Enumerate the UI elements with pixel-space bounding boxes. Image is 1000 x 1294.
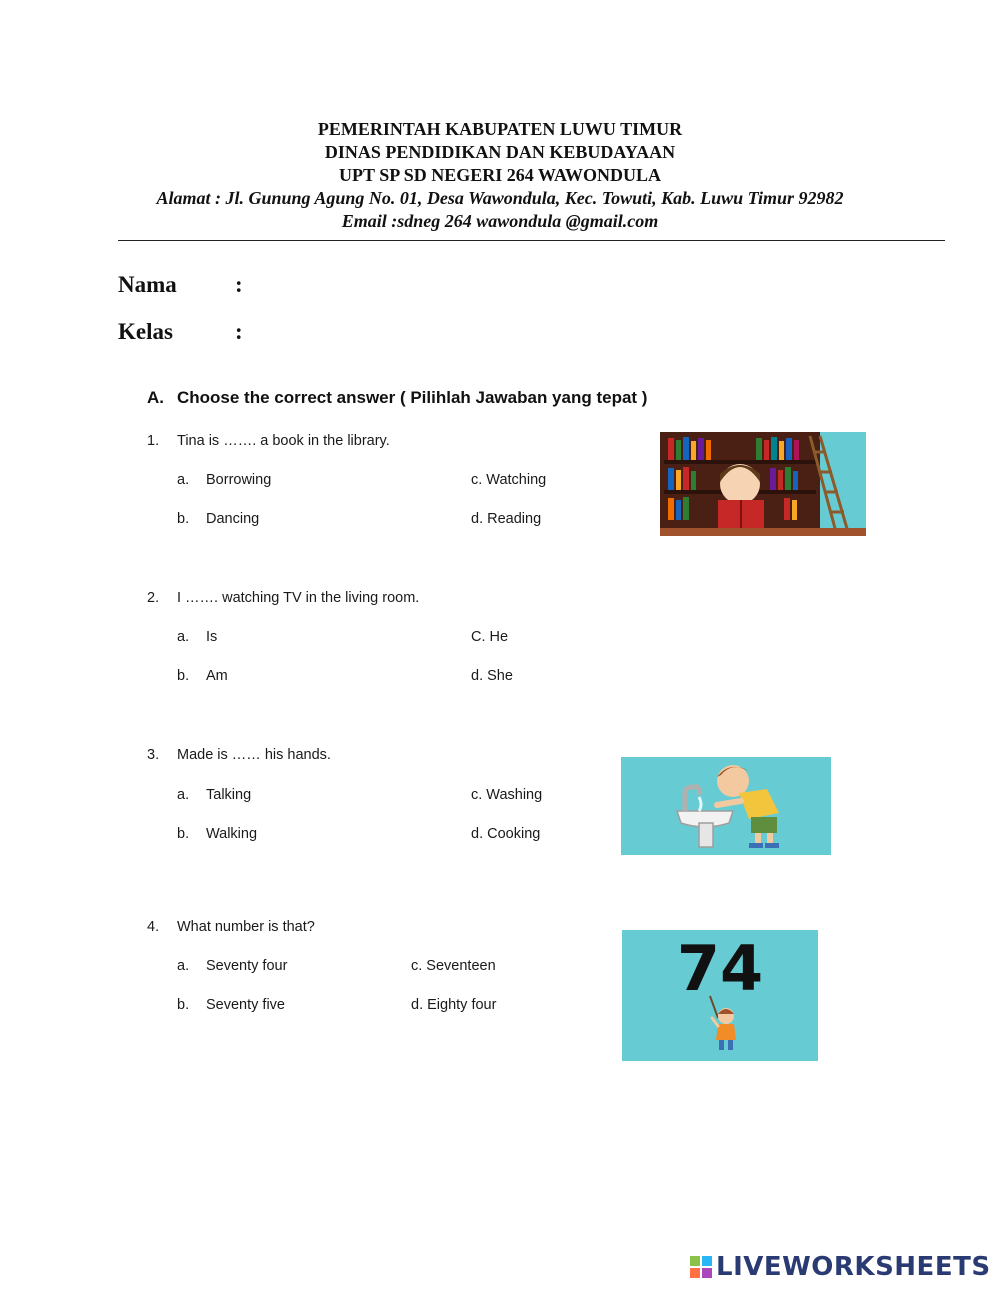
logo-blocks-icon xyxy=(690,1256,712,1278)
number-picture xyxy=(622,930,818,1061)
liveworksheets-logo[interactable] xyxy=(690,1252,991,1282)
option-c[interactable]: C. He xyxy=(471,629,509,645)
section-heading xyxy=(147,388,647,408)
logo-text: LIVEWORKSHEETS xyxy=(716,1252,991,1282)
option-letter: b. xyxy=(177,826,190,842)
picture-number: 74 xyxy=(676,932,764,1005)
letterhead-school: UPT SP SD NEGERI 264 WAWONDULA xyxy=(339,165,661,185)
class-colon: : xyxy=(235,319,243,344)
name-label: Nama xyxy=(118,272,177,297)
question-number: 3. xyxy=(147,747,160,763)
question-text: What number is that? xyxy=(177,919,315,935)
option-a[interactable]: Borrowing xyxy=(206,472,272,488)
letterhead-address: Alamat : Jl. Gunung Agung No. 01, Desa Wawondula, Kec. Towuti, Kab. Luwu Timur 92982 xyxy=(156,188,844,208)
boy-washing-hands-illustration xyxy=(621,757,831,855)
question-text: Tina is ……. a book in the library. xyxy=(177,433,390,449)
option-b[interactable]: Walking xyxy=(206,826,258,842)
name-colon: : xyxy=(235,272,243,297)
option-a[interactable]: Talking xyxy=(206,787,252,803)
school-letterhead xyxy=(0,118,1000,233)
letterhead-email: Email :sdneg 264 wawondula @gmail.com xyxy=(341,211,659,231)
option-letter: b. xyxy=(177,668,190,684)
header-divider xyxy=(118,240,945,241)
class-label: Kelas xyxy=(118,319,173,344)
option-letter: a. xyxy=(177,629,190,645)
option-b[interactable]: Seventy five xyxy=(206,997,285,1013)
option-d[interactable]: d. Cooking xyxy=(471,826,541,842)
boy-pointing-illustration xyxy=(622,930,818,1061)
option-letter: b. xyxy=(177,997,190,1013)
option-b[interactable]: Am xyxy=(206,668,228,684)
library-reading-picture xyxy=(660,432,866,536)
class-field[interactable] xyxy=(118,319,243,345)
name-field[interactable] xyxy=(118,272,243,298)
question-text: I ……. watching TV in the living room. xyxy=(177,590,420,606)
option-c[interactable]: c. Washing xyxy=(471,787,543,803)
hand-washing-picture xyxy=(621,757,831,855)
option-d[interactable]: d. She xyxy=(471,668,513,684)
option-c[interactable]: c. Watching xyxy=(471,472,547,488)
option-letter: a. xyxy=(177,787,190,803)
option-letter: a. xyxy=(177,958,190,974)
question-number: 2. xyxy=(147,590,160,606)
option-a[interactable]: Seventy four xyxy=(206,958,288,974)
section-title: Choose the correct answer ( Pilihlah Jawaban yang tepat ) xyxy=(177,388,648,407)
option-d[interactable]: d. Eighty four xyxy=(411,997,497,1013)
girl-reading-illustration xyxy=(660,432,866,536)
letterhead-government: PEMERINTAH KABUPATEN LUWU TIMUR xyxy=(317,119,683,139)
option-b[interactable]: Dancing xyxy=(206,511,260,527)
question-number: 1. xyxy=(147,433,160,449)
option-d[interactable]: d. Reading xyxy=(471,511,542,527)
question-number: 4. xyxy=(147,919,160,935)
option-a[interactable]: Is xyxy=(206,629,218,645)
question-text: Made is …… his hands. xyxy=(177,747,331,763)
letterhead-department: DINAS PENDIDIKAN DAN KEBUDAYAAN xyxy=(324,142,676,162)
section-number: A. xyxy=(147,388,164,407)
option-c[interactable]: c. Seventeen xyxy=(411,958,496,974)
option-letter: a. xyxy=(177,472,190,488)
option-letter: b. xyxy=(177,511,190,527)
